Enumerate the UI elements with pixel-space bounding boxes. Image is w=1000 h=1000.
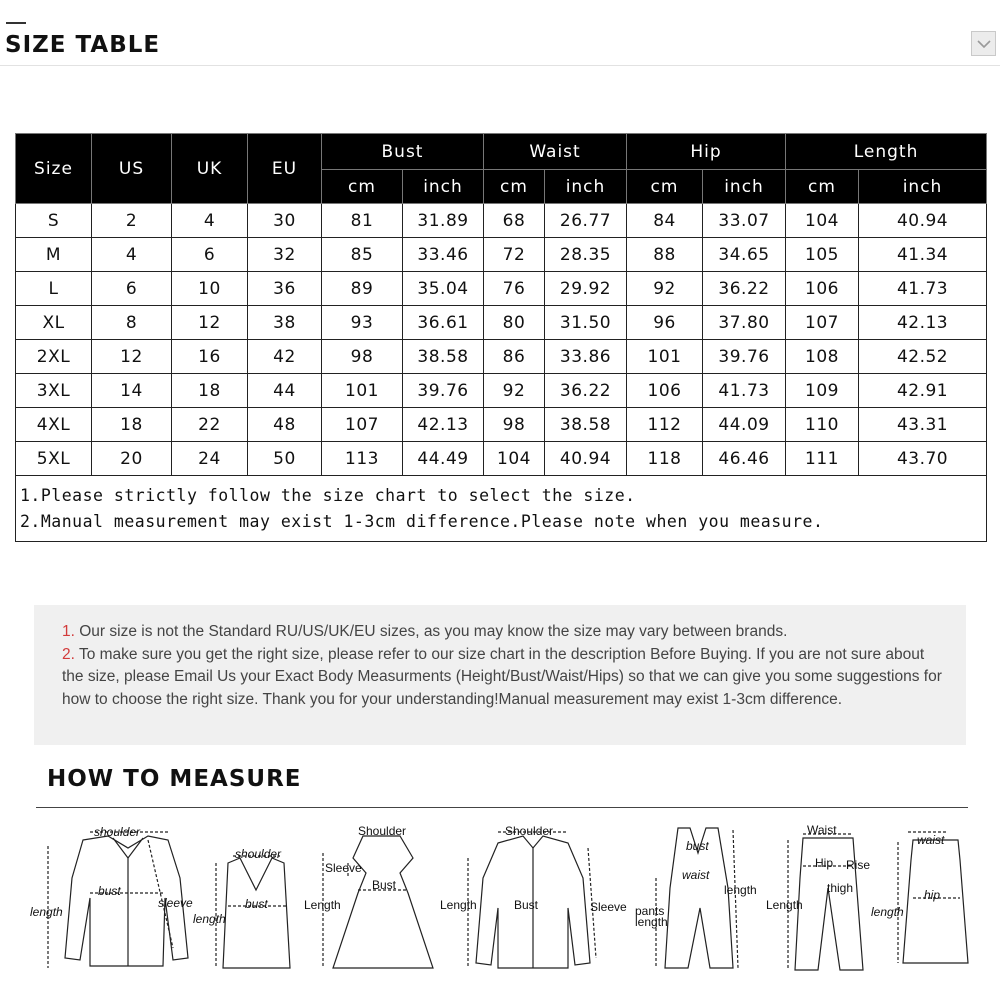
table-cell: 24 bbox=[172, 442, 248, 476]
table-cell: 36.61 bbox=[403, 306, 484, 340]
table-cell: 43.31 bbox=[859, 408, 987, 442]
table-cell: 42.91 bbox=[859, 374, 987, 408]
table-cell: 104 bbox=[786, 204, 859, 238]
table-cell: 42 bbox=[248, 340, 322, 374]
table-body bbox=[16, 204, 987, 542]
table-cell: 92 bbox=[484, 374, 545, 408]
table-cell: 36 bbox=[248, 272, 322, 306]
label-sleeve-1: sleeve bbox=[158, 896, 193, 910]
label-bust-5: bust bbox=[686, 839, 709, 853]
table-cell: S bbox=[16, 204, 92, 238]
label-waist-6: Waist bbox=[807, 823, 837, 837]
table-cell: 109 bbox=[786, 374, 859, 408]
table-row bbox=[16, 204, 987, 238]
notice-num-2: 2. bbox=[62, 645, 75, 663]
table-row bbox=[16, 340, 987, 374]
header-length: Length bbox=[786, 134, 987, 170]
table-cell: 44 bbox=[248, 374, 322, 408]
label-waist-5: waist bbox=[682, 868, 710, 882]
table-row bbox=[16, 408, 987, 442]
label-thigh-6: thigh bbox=[827, 881, 854, 895]
table-cell: 35.04 bbox=[403, 272, 484, 306]
table-cell: 30 bbox=[248, 204, 322, 238]
header-hip: Hip bbox=[627, 134, 786, 170]
label-length-5: length bbox=[724, 883, 757, 897]
camisole-diagram-icon bbox=[216, 856, 290, 968]
table-cell: 3XL bbox=[16, 374, 92, 408]
table-cell: 98 bbox=[322, 340, 403, 374]
header-divider bbox=[0, 65, 1000, 66]
label-waist-7: waist bbox=[917, 833, 945, 847]
label-pants-length-5: length bbox=[635, 915, 668, 929]
how-to-measure-title: HOW TO MEASURE bbox=[47, 766, 302, 792]
table-cell: 29.92 bbox=[545, 272, 627, 306]
table-cell: 32 bbox=[248, 238, 322, 272]
label-length-7: length bbox=[871, 905, 904, 919]
table-cell: 118 bbox=[627, 442, 703, 476]
header-hip-cm: cm bbox=[627, 170, 703, 204]
table-cell: 93 bbox=[322, 306, 403, 340]
table-cell: 46.46 bbox=[703, 442, 786, 476]
table-cell: 41.34 bbox=[859, 238, 987, 272]
table-cell: 16 bbox=[172, 340, 248, 374]
table-cell: 112 bbox=[627, 408, 703, 442]
table-cell: 76 bbox=[484, 272, 545, 306]
table-row bbox=[16, 442, 987, 476]
table-cell: 6 bbox=[92, 272, 172, 306]
table-cell: 37.80 bbox=[703, 306, 786, 340]
note-line-2: 2.Manual measurement may exist 1-3cm difference.Please note when you measure. bbox=[20, 511, 824, 531]
table-cell: 81 bbox=[322, 204, 403, 238]
notice-text-1: Our size is not the Standard RU/US/UK/EU sizes, as you may know the size may vary between brands. bbox=[74, 623, 788, 640]
table-cell: 68 bbox=[484, 204, 545, 238]
label-rise-6: Rise bbox=[846, 858, 871, 872]
label-shoulder-1: shoulder bbox=[94, 825, 141, 839]
label-length-6: Length bbox=[766, 898, 803, 912]
size-notice bbox=[34, 605, 966, 745]
header-bust-cm: cm bbox=[322, 170, 403, 204]
size-table bbox=[15, 133, 987, 542]
table-cell: 92 bbox=[627, 272, 703, 306]
notes-cell bbox=[16, 476, 987, 542]
table-cell: 14 bbox=[92, 374, 172, 408]
table-cell: 85 bbox=[322, 238, 403, 272]
table-cell: 106 bbox=[786, 272, 859, 306]
table-cell: 33.86 bbox=[545, 340, 627, 374]
notice-item-2 bbox=[62, 644, 946, 712]
table-cell: 38.58 bbox=[545, 408, 627, 442]
header-size: Size bbox=[16, 134, 92, 204]
header-eu: EU bbox=[248, 134, 322, 204]
table-cell: XL bbox=[16, 306, 92, 340]
table-cell: 2 bbox=[92, 204, 172, 238]
notice-num-1: 1. bbox=[62, 623, 75, 640]
table-cell: 40.94 bbox=[859, 204, 987, 238]
table-row bbox=[16, 374, 987, 408]
table-cell: 33.07 bbox=[703, 204, 786, 238]
table-cell: 42.13 bbox=[859, 306, 987, 340]
table-cell: 107 bbox=[786, 306, 859, 340]
table-cell: 41.73 bbox=[703, 374, 786, 408]
notice-item-1 bbox=[62, 621, 946, 644]
table-cell: 80 bbox=[484, 306, 545, 340]
table-cell: 38.58 bbox=[403, 340, 484, 374]
header-length-inch: inch bbox=[859, 170, 987, 204]
label-length-4: Length bbox=[440, 898, 477, 912]
table-cell: 72 bbox=[484, 238, 545, 272]
table-cell: 42.52 bbox=[859, 340, 987, 374]
table-cell: 8 bbox=[92, 306, 172, 340]
size-table-container bbox=[15, 133, 986, 542]
table-cell: 101 bbox=[627, 340, 703, 374]
table-cell: 101 bbox=[322, 374, 403, 408]
table-cell: 42.13 bbox=[403, 408, 484, 442]
table-cell: 2XL bbox=[16, 340, 92, 374]
label-length-1: length bbox=[30, 905, 63, 919]
measurement-diagrams bbox=[28, 818, 973, 988]
table-cell: 44.49 bbox=[403, 442, 484, 476]
notice-text-2: To make sure you get the right size, please refer to our size chart in the description Before Buying. If you are not sure about the size, please Email Us your Exact Body Measurments (Height/Bust/Waist/Hips) so that we can give you some suggestions for how to choose the right size. Thank you for your understanding!Manual measurement may exist 1-3cm difference. bbox=[62, 645, 942, 708]
table-cell: 111 bbox=[786, 442, 859, 476]
table-cell: 18 bbox=[92, 408, 172, 442]
table-cell: 5XL bbox=[16, 442, 92, 476]
label-sleeve-4: Sleeve bbox=[590, 900, 627, 914]
table-row bbox=[16, 238, 987, 272]
notes-row bbox=[16, 476, 987, 542]
table-cell: 98 bbox=[484, 408, 545, 442]
table-cell: 31.89 bbox=[403, 204, 484, 238]
table-cell: 26.77 bbox=[545, 204, 627, 238]
table-cell: 39.76 bbox=[403, 374, 484, 408]
table-cell: 10 bbox=[172, 272, 248, 306]
table-cell: 12 bbox=[172, 306, 248, 340]
table-cell: 22 bbox=[172, 408, 248, 442]
header-waist: Waist bbox=[484, 134, 627, 170]
table-cell: 31.50 bbox=[545, 306, 627, 340]
table-cell: 4 bbox=[92, 238, 172, 272]
table-header bbox=[16, 134, 987, 204]
chevron-down-icon bbox=[977, 39, 991, 49]
label-hip-6: Hip bbox=[815, 856, 834, 870]
table-cell: M bbox=[16, 238, 92, 272]
header-waist-inch: inch bbox=[545, 170, 627, 204]
label-pants-5: pants bbox=[635, 904, 665, 918]
table-cell: 36.22 bbox=[703, 272, 786, 306]
table-cell: 20 bbox=[92, 442, 172, 476]
table-cell: 105 bbox=[786, 238, 859, 272]
table-cell: 106 bbox=[627, 374, 703, 408]
table-cell: 43.70 bbox=[859, 442, 987, 476]
label-length-3: Length bbox=[304, 898, 341, 912]
table-cell: 6 bbox=[172, 238, 248, 272]
table-cell: 44.09 bbox=[703, 408, 786, 442]
table-cell: 33.46 bbox=[403, 238, 484, 272]
header-uk: UK bbox=[172, 134, 248, 204]
table-cell: 96 bbox=[627, 306, 703, 340]
header-bust: Bust bbox=[322, 134, 484, 170]
garment-illustrations bbox=[28, 818, 973, 988]
table-cell: 104 bbox=[484, 442, 545, 476]
table-cell: 12 bbox=[92, 340, 172, 374]
header-us: US bbox=[92, 134, 172, 204]
table-cell: 89 bbox=[322, 272, 403, 306]
table-cell: 28.35 bbox=[545, 238, 627, 272]
table-cell: 48 bbox=[248, 408, 322, 442]
table-cell: L bbox=[16, 272, 92, 306]
page-title: SIZE TABLE bbox=[5, 32, 161, 58]
label-hip-7: hip bbox=[924, 888, 941, 902]
table-cell: 110 bbox=[786, 408, 859, 442]
label-bust-4: Bust bbox=[514, 898, 539, 912]
label-length-2: length bbox=[193, 912, 226, 926]
label-bust-3: Bust bbox=[372, 878, 397, 892]
table-cell: 34.65 bbox=[703, 238, 786, 272]
table-row bbox=[16, 306, 987, 340]
label-shoulder-3: Shoulder bbox=[358, 824, 407, 838]
label-shoulder-2: shoulder bbox=[235, 847, 282, 861]
measure-divider bbox=[36, 807, 968, 808]
label-sleeve-3: Sleeve bbox=[325, 861, 362, 875]
header-length-cm: cm bbox=[786, 170, 859, 204]
collapse-toggle-button[interactable] bbox=[971, 31, 996, 56]
table-cell: 107 bbox=[322, 408, 403, 442]
table-cell: 39.76 bbox=[703, 340, 786, 374]
table-cell: 88 bbox=[627, 238, 703, 272]
table-cell: 38 bbox=[248, 306, 322, 340]
note-line-1: 1.Please strictly follow the size chart to select the size. bbox=[20, 485, 636, 505]
label-shoulder-4: Shoulder bbox=[505, 824, 554, 838]
table-cell: 108 bbox=[786, 340, 859, 374]
header-dash bbox=[6, 22, 26, 24]
table-cell: 18 bbox=[172, 374, 248, 408]
table-cell: 4XL bbox=[16, 408, 92, 442]
label-bust-1: bust bbox=[98, 884, 121, 898]
table-row bbox=[16, 272, 987, 306]
table-cell: 40.94 bbox=[545, 442, 627, 476]
table-cell: 50 bbox=[248, 442, 322, 476]
table-cell: 36.22 bbox=[545, 374, 627, 408]
table-cell: 84 bbox=[627, 204, 703, 238]
label-bust-2: bust bbox=[245, 897, 268, 911]
table-cell: 113 bbox=[322, 442, 403, 476]
header-waist-cm: cm bbox=[484, 170, 545, 204]
table-cell: 41.73 bbox=[859, 272, 987, 306]
table-cell: 4 bbox=[172, 204, 248, 238]
header-hip-inch: inch bbox=[703, 170, 786, 204]
table-cell: 86 bbox=[484, 340, 545, 374]
header-bust-inch: inch bbox=[403, 170, 484, 204]
